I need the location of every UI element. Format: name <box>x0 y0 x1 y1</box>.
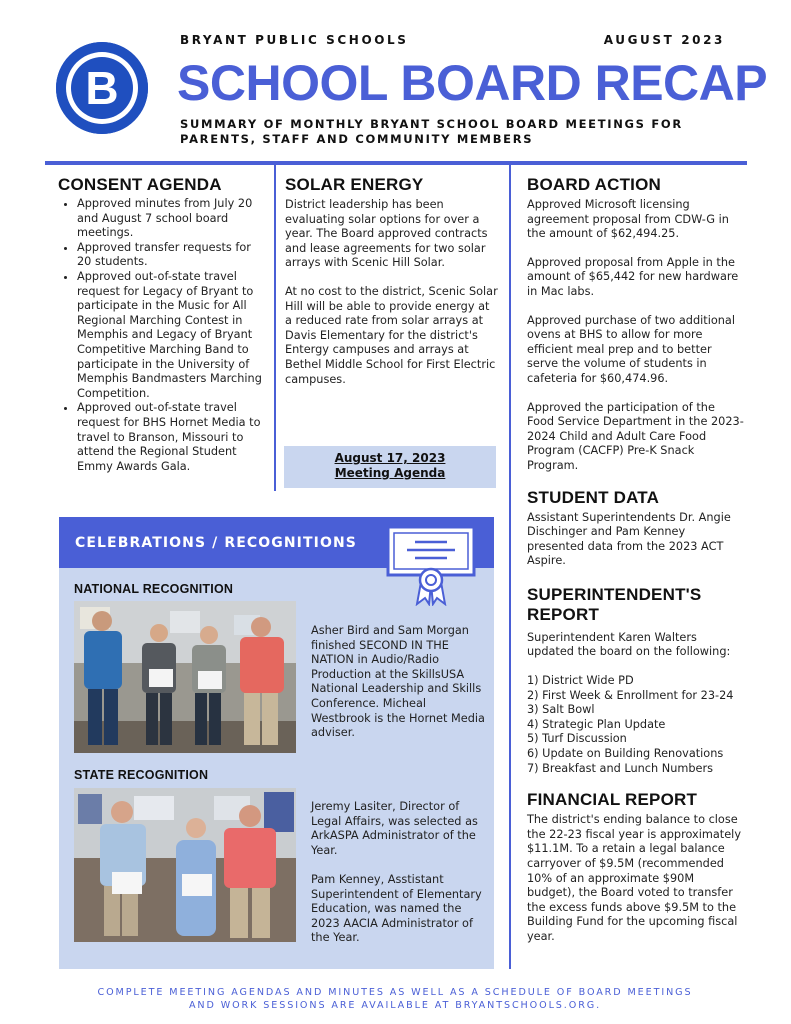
national-recognition-photo <box>74 601 296 753</box>
solar-energy-section <box>285 175 498 387</box>
superintendent-intro: Superintendent Karen Walters updated the board on the following: <box>527 630 731 659</box>
superintendent-report-heading: SUPERINTENDENT'S REPORT <box>527 584 702 624</box>
list-item: • Approved minutes from July 20 and August 7 school board meetings. <box>77 197 268 241</box>
solar-paragraph-1: District leadership has been evaluating solar options for over a year. The Board approved contracts and lease agreements for two solar arrays with Scenic Hill Solar. <box>285 198 488 270</box>
consent-agenda-section <box>58 175 268 474</box>
state-recognition-text-1: Jeremy Lasiter, Director of Legal Affairs, was selected as ArkASPA Administrator of the Year. <box>311 800 478 857</box>
certificate-icon <box>385 524 481 606</box>
footer-note <box>60 986 730 1012</box>
list-item: 6) Update on Building Renovations <box>527 747 724 761</box>
national-recognition-text: Asher Bird and Sam Morgan finished SECOND IN THE NATION in Audio/Radio Production at the SkillsUSA National Leadership and Skills Conference. Micheal Westbrook is the Hornet Media adviser. <box>311 624 485 740</box>
student-data-heading: STUDENT DATA <box>527 487 660 507</box>
list-item: 2) First Week & Enrollment for 23-24 <box>527 688 734 702</box>
solar-energy-heading: SOLAR ENERGY <box>285 175 424 194</box>
meeting-agenda-link-label[interactable]: Meeting Agenda <box>334 466 446 480</box>
board-action-paragraph-2: Approved proposal from Apple in the amount of $65,442 for new hardware in Mac labs. <box>527 255 739 298</box>
meeting-agenda-link-date[interactable]: August 17, 2023 <box>334 451 446 465</box>
board-action-paragraph-4: Approved the participation of the Food Service Department in the 2023-2024 Child and Adult Care Food Program (CACFP) Pre-K Snack Program. <box>527 400 744 472</box>
board-action-paragraph-3: Approved purchase of two additional ovens at BHS to allow for more efficient meal prep and to better serve the volume of students in cafeteria for $60,474.96. <box>527 313 735 385</box>
celebrations-panel <box>59 517 494 969</box>
state-recognition-text-2: Pam Kenney, Asstistant Superintendent of Elementary Education, was named the 2023 AACIA Administrator of the Year. <box>311 873 482 945</box>
column-divider-2 <box>509 165 511 969</box>
org-name: BRYANT PUBLIC SCHOOLS <box>180 33 409 47</box>
list-item: 5) Turf Discussion <box>527 732 627 746</box>
header-divider <box>45 161 747 165</box>
national-recognition-heading: NATIONAL RECOGNITION <box>74 582 234 596</box>
list-item: 4) Strategic Plan Update <box>527 717 666 731</box>
list-item: • Approved transfer requests for 20 students. <box>77 241 268 270</box>
bryant-logo-icon <box>56 42 148 134</box>
logo-letter: B <box>85 62 119 114</box>
board-action-paragraph-1: Approved Microsoft licensing agreement proposal from CDW-G in the amount of $62,494.25. <box>527 198 729 241</box>
superintendent-list <box>527 674 745 776</box>
student-data-paragraph: Assistant Superintendents Dr. Angie Dischinger and Pam Kenney presented data from the 2023 ACT Aspire. <box>527 510 731 568</box>
page-title: SCHOOL BOARD RECAP <box>177 55 768 111</box>
footer-line-1: COMPLETE MEETING AGENDAS AND MINUTES AS WELL AS A SCHEDULE OF BOARD MEETINGS <box>97 987 693 998</box>
consent-agenda-heading: CONSENT AGENDA <box>58 175 222 194</box>
footer-line-2: AND WORK SESSIONS ARE AVAILABLE AT BRYANTSCHOOLS.ORG. <box>188 1000 602 1011</box>
list-item: • Approved out-of-state travel request for Legacy of Bryant to participate in the Music for All Regional Marching Contest in Memphis and Legacy of Bryant Competitive Marching Band to participate in the University of Memphis Bandmasters Marching Competition. <box>77 270 268 401</box>
column-divider-1 <box>274 165 276 491</box>
financial-report-heading: FINANCIAL REPORT <box>527 790 698 810</box>
list-item: 3) Salt Bowl <box>527 703 595 717</box>
list-item: 7) Breakfast and Lunch Numbers <box>527 761 714 775</box>
list-item: • Approved out-of-state travel request for BHS Hornet Media to travel to Branson, Missouri to attend the Regional Student Emmy Awards Gala. <box>77 401 268 474</box>
financial-report-paragraph: The district's ending balance to close the 22-23 fiscal year is approximately $11.1M. To a retain a legal balance carryover of $9.5M (recommended 10% of an approximate $90M budget), the Board voted to transfer the excess funds above $9.5M to the Building Fund for the upcoming fiscal year. <box>527 813 742 943</box>
issue-date: AUGUST 2023 <box>603 33 725 47</box>
page-subtitle: SUMMARY OF MONTHLY BRYANT SCHOOL BOARD MEETINGS FOR PARENTS, STAFF AND COMMUNITY MEMBERS <box>180 117 683 146</box>
meeting-agenda-link-box[interactable] <box>284 446 496 488</box>
right-column <box>527 175 745 945</box>
state-recognition-heading: STATE RECOGNITION <box>74 768 209 782</box>
board-action-heading: BOARD ACTION <box>527 175 661 194</box>
consent-agenda-list <box>58 197 268 474</box>
state-recognition-photo <box>74 788 296 942</box>
celebrations-heading: CELEBRATIONS / RECOGNITIONS <box>75 535 357 551</box>
list-item: 1) District Wide PD <box>527 674 634 688</box>
solar-paragraph-2: At no cost to the district, Scenic Solar Hill will be able to provide energy at a reduced rate from solar arrays at Davis Elementary for the district's Entergy campuses and arrays at Bethel Middle School for First Electric campuses. <box>285 284 498 386</box>
